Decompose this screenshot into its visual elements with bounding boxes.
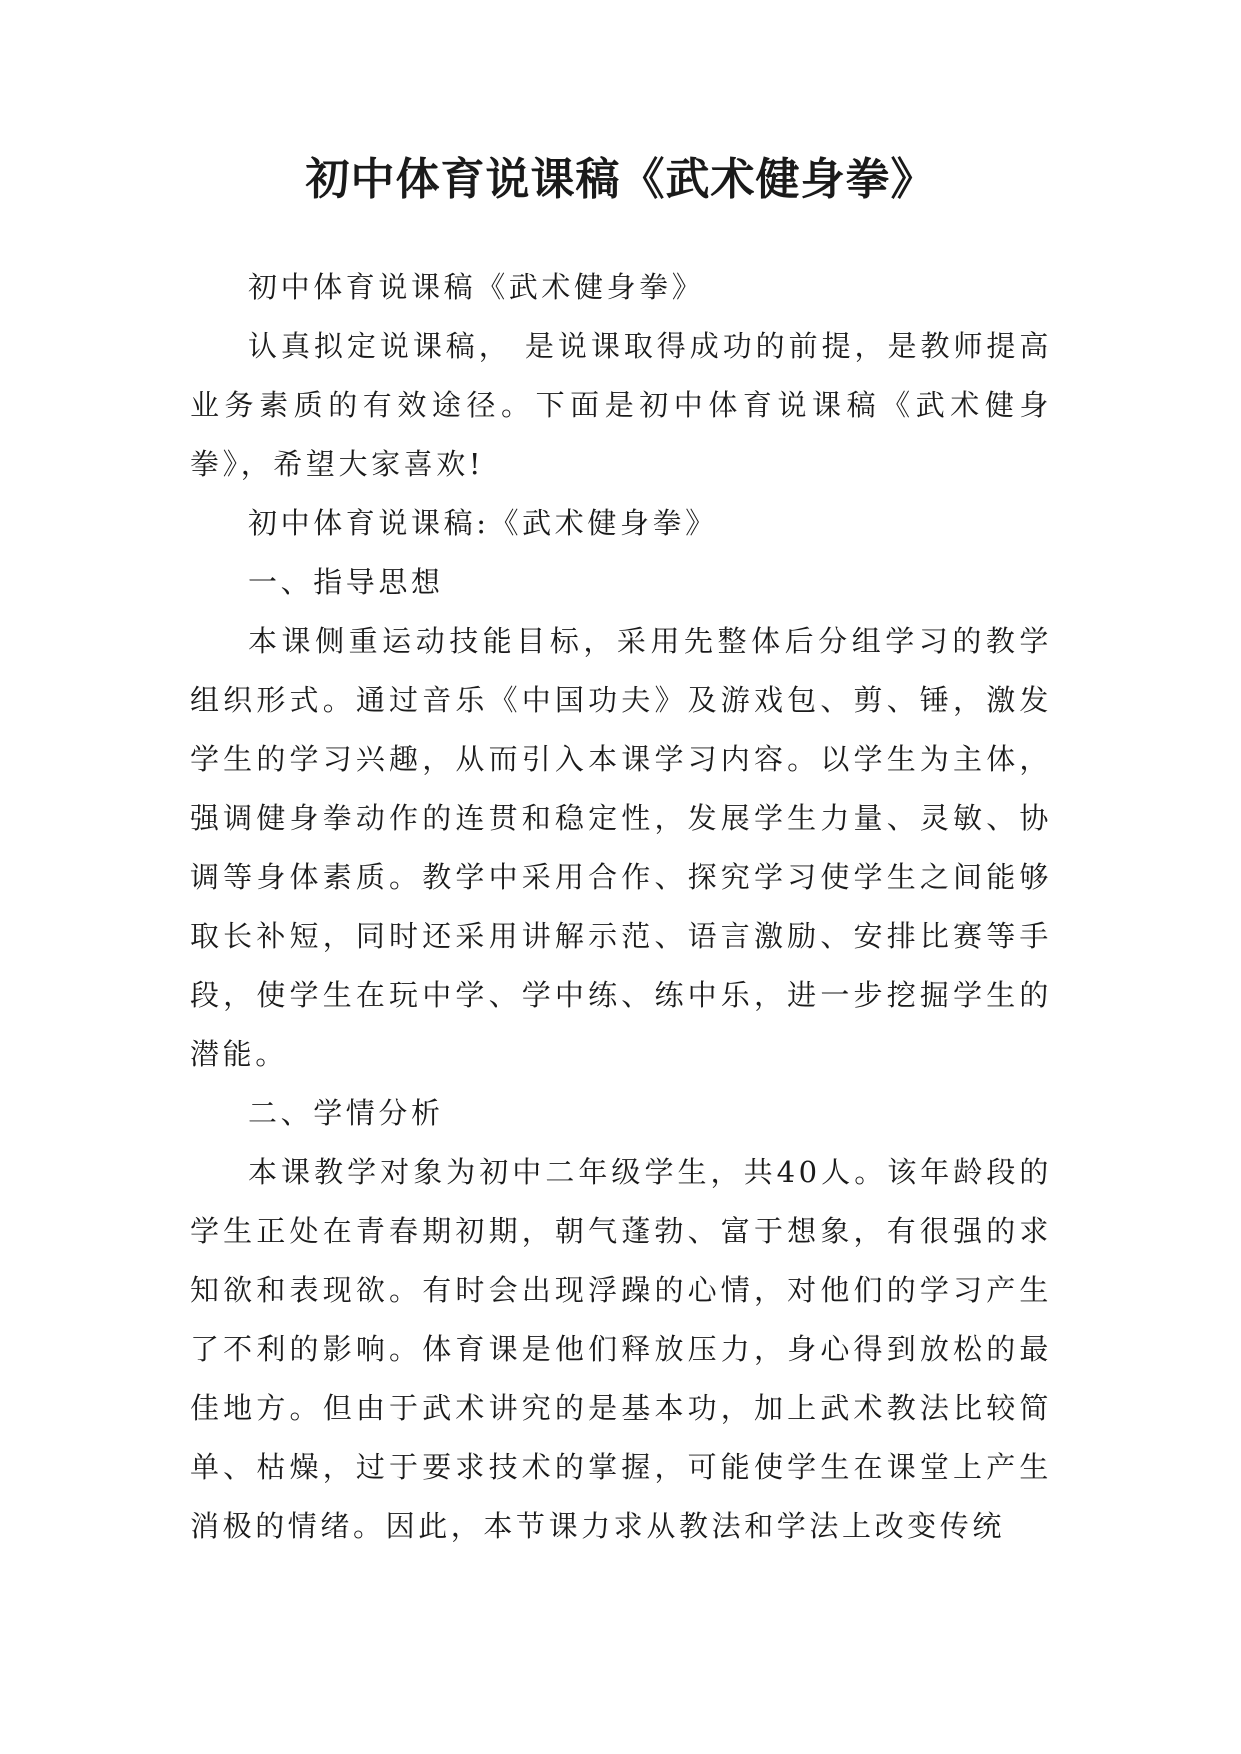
section-heading-learner-analysis: 二、学情分析 (248, 1096, 444, 1130)
paragraph-subtitle: 初中体育说课稿《武术健身拳》 (248, 270, 705, 304)
paragraph-heading: 初中体育说课稿:《武术健身拳》 (248, 506, 718, 540)
paragraph-intro: 认真拟定说课稿， 是说课取得成功的前提，是教师提高业务素质的有效途径。下面是初中体育说课稿《武术健身拳》，希望大家喜欢! (190, 329, 1052, 481)
document-title: 初中体育说课稿《武术健身拳》 (305, 154, 936, 205)
section-heading-guiding-ideology: 一、指导思想 (248, 565, 444, 599)
paragraph-guiding-ideology: 本课侧重运动技能目标，采用先整体后分组学习的教学组织形式。通过音乐《中国功夫》及游戏包、剪、锤，激发学生的学习兴趣，从而引入本课学习内容。以学生为主体，强调健身拳动作的连贯和稳定性，发展学生力量、灵敏、协调等身体素质。教学中采用合作、探究学习使学生之间能够取长补短，同时还采用讲解示范、语言激励、安排比赛等手段，使学生在玩中学、学中练、练中乐，进一步挖掘学生的潜能。 (190, 624, 1052, 1071)
paragraph-learner-analysis: 本课教学对象为初中二年级学生，共40人。该年龄段的学生正处在青春期初期，朝气蓬勃、富于想象，有很强的求知欲和表现欲。有时会出现浮躁的心情，对他们的学习产生了不利的影响。体育课是他们释放压力，身心得到放松的最佳地方。但由于武术讲究的是基本功，加上武术教法比较简单、枯燥，过于要求技术的掌握，可能使学生在课堂上产生消极的情绪。因此，本节课力求从教法和学法上改变传统 (190, 1155, 1052, 1543)
document-body (190, 258, 1052, 1556)
